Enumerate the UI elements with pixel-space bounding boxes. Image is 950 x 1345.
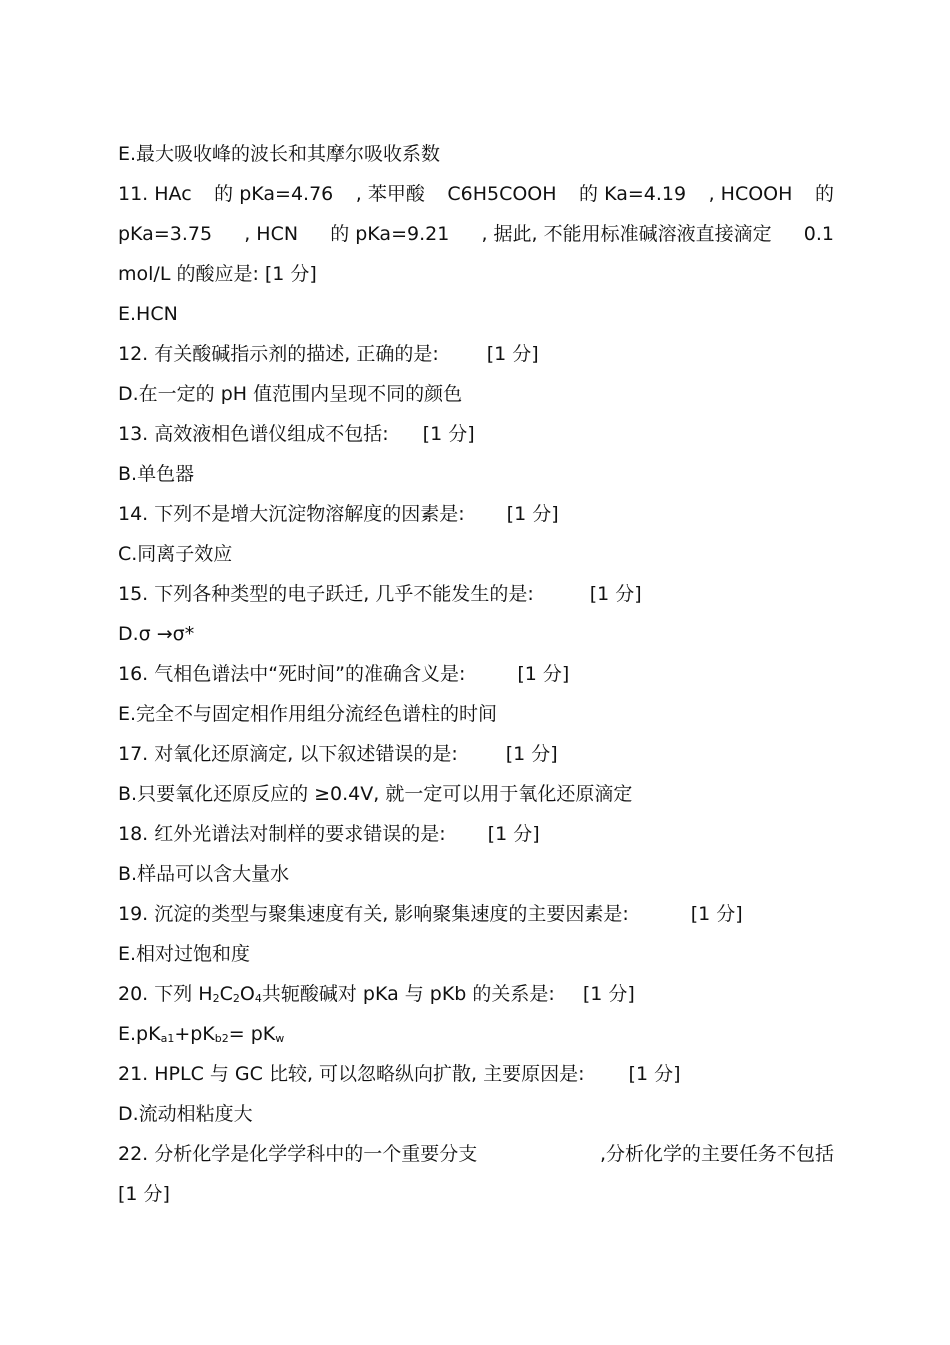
score-label: [1 分]: [582, 983, 635, 1005]
answer-line: E.HCN: [118, 303, 178, 325]
score-label: [1 分]: [628, 1063, 681, 1085]
answer-line: D.流动相粘度大: [118, 1103, 253, 1125]
question-11-line-1: 11. HAc 的 pKa=4.76 , 苯甲酸 C6H5COOH 的 Ka=4.19 , HCOOH 的: [118, 183, 834, 205]
question-13: 13. 高效液相色谱仪组成不包括: [1 分]: [118, 423, 475, 445]
question-21: 21. HPLC 与 GC 比较, 可以忽略纵向扩散, 主要原因是: [1 分]: [118, 1063, 681, 1085]
answer-line: B.单色器: [118, 463, 195, 485]
answer-line: E.完全不与固定相作用组分流经色谱柱的时间: [118, 703, 498, 725]
question-15: 15. 下列各种类型的电子跃迁, 几乎不能发生的是: [1 分]: [118, 583, 642, 605]
answer-line: $E.pK_{a1}+pK_{b2}= pK_w$: [118, 1023, 285, 1045]
question-11-line-3: mol/L 的酸应是: [1 分]: [118, 263, 317, 285]
answer-line: E.相对过饱和度: [118, 943, 251, 965]
score-label: [1 分]: [690, 903, 743, 925]
answer-line: C.同离子效应: [118, 543, 233, 565]
score-label: [1 分]: [118, 1183, 170, 1205]
question-18: 18. 红外光谱法对制样的要求错误的是: [1 分]: [118, 823, 540, 845]
score-label: [1 分]: [422, 423, 475, 445]
question-19: 19. 沉淀的类型与聚集速度有关, 影响聚集速度的主要因素是: [1 分]: [118, 903, 743, 925]
document-page: [118, 134, 834, 1214]
answer-line: B.样品可以含大量水: [118, 863, 290, 885]
answer-line: E.最大吸收峰的波长和其摩尔吸收系数: [118, 143, 441, 165]
question-11-line-2: pKa=3.75 , HCN 的 pKa=9.21 , 据此, 不能用标准碱溶液直接滴定 0.1: [118, 223, 834, 245]
question-14: 14. 下列不是增大沉淀物溶解度的因素是: [1 分]: [118, 503, 559, 525]
question-12: 12. 有关酸碱指示剂的描述, 正确的是: [1 分]: [118, 343, 539, 365]
question-22: 22. 分析化学是化学学科中的一个重要分支 ,分析化学的主要任务不包括: [118, 1143, 834, 1165]
answer-line: D.在一定的 pH 值范围内呈现不同的颜色: [118, 383, 463, 405]
question-17: 17. 对氧化还原滴定, 以下叙述错误的是: [1 分]: [118, 743, 558, 765]
question-16: 16. 气相色谱法中“死时间”的准确含义是: [1 分]: [118, 663, 570, 685]
score-label: [1 分]: [589, 583, 642, 605]
score-label: [1 分]: [506, 503, 559, 525]
score-label: [1 分]: [517, 663, 570, 685]
score-label: [1 分]: [486, 343, 539, 365]
score-label: [1 分]: [505, 743, 558, 765]
answer-line: D.σ →σ*: [118, 623, 195, 645]
answer-line: B.只要氧化还原反应的 ≥0.4V, 就一定可以用于氧化还原滴定: [118, 783, 633, 805]
score-label: [1 分]: [487, 823, 540, 845]
question-20: 20. 下列 $H_2C_2O_4$共轭酸碱对 pKa 与 pKb 的关系是: [1 分]: [118, 983, 635, 1005]
